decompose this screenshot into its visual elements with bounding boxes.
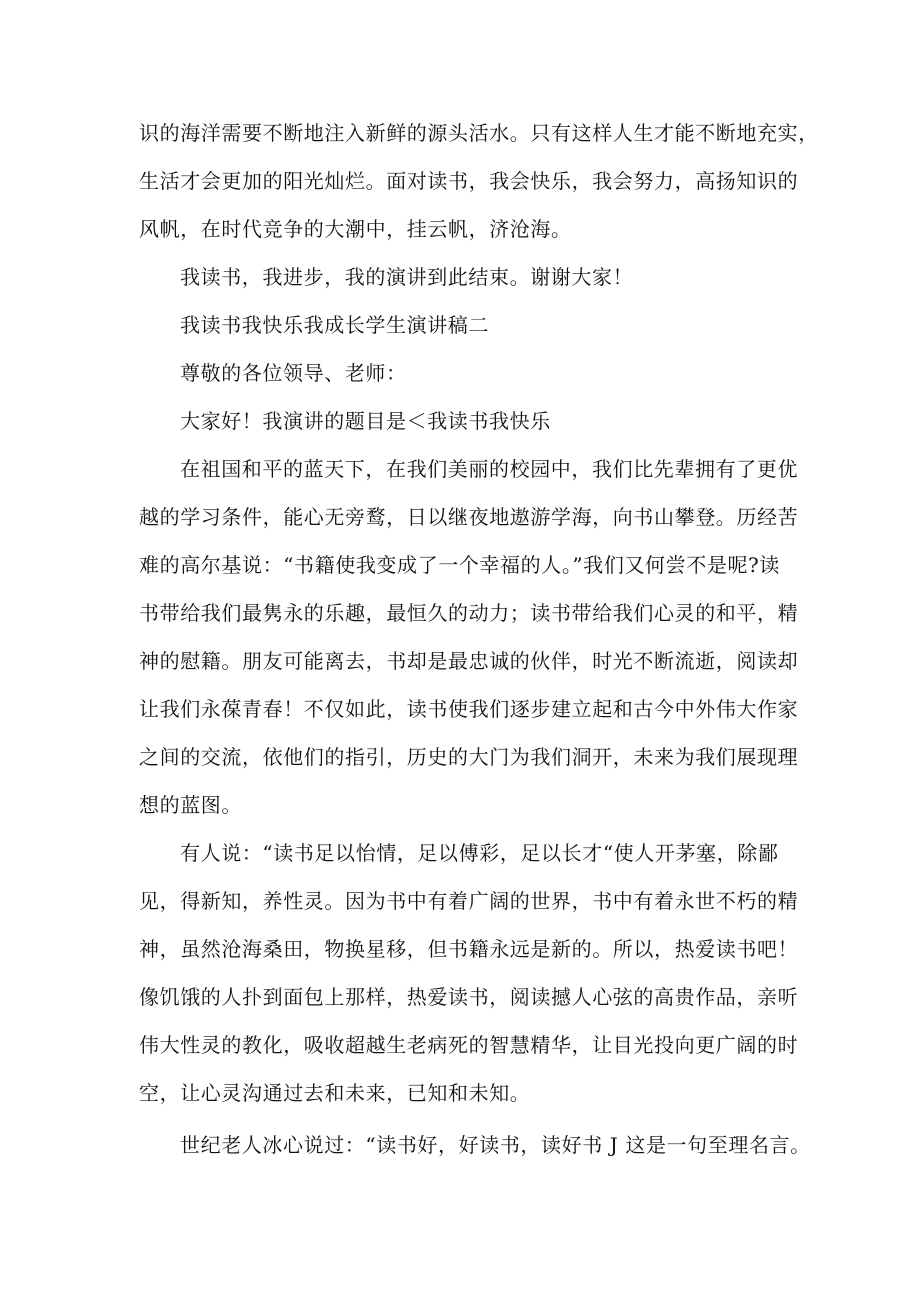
text-line: 有人说：“读书足以怡情，足以傅彩，足以长才“使人开茅塞，除鄙 — [180, 841, 779, 865]
text-line: 让我们永葆青春！不仅如此，读书使我们逐步建立起和古今中外伟大作家 — [139, 697, 799, 721]
text-line: 空，让心灵沟通过去和未来，已知和未知。 — [139, 1081, 531, 1105]
text-line: 生活才会更加的阳光灿烂。面对读书，我会快乐，我会努力，高扬知识的 — [139, 169, 799, 193]
text-line: 想的蓝图。 — [139, 793, 242, 817]
text-line: 神，虽然沧海桑田，物换星移，但书籍永远是新的。所以，热爱读书吧！ — [139, 937, 799, 961]
text-line: 像饥饿的人扑到面包上那样，热爱读书，阅读撼人心弦的高贵作品，亲听 — [139, 985, 799, 1009]
section-heading: 我读书我快乐我成长学生演讲稿二 — [180, 313, 489, 337]
text-line: 之间的交流，依他们的指引，历史的大门为我们洞开，未来为我们展现理 — [139, 745, 799, 769]
text-line: 神的慰籍。朋友可能离去，书却是最忠诚的伙伴，时光不断流逝，阅读却 — [139, 649, 799, 673]
text-line: 在祖国和平的蓝天下，在我们美丽的校园中，我们比先辈拥有了更优 — [180, 457, 798, 481]
text-line: 风帆，在时代竞争的大潮中，挂云帆，济沧海。 — [139, 217, 572, 241]
text-line: 越的学习条件，能心无旁鹜，日以继夜地遨游学海，向书山攀登。历经苦 — [139, 505, 799, 529]
speech-title-line: 大家好！我演讲的题目是＜我读书我快乐 — [180, 409, 551, 433]
text-line: 我读书，我进步，我的演讲到此结束。谢谢大家！ — [180, 265, 634, 289]
text-line: 识的海洋需要不断地注入新鲜的源头活水。只有这样人生才能不断地充实， — [139, 121, 819, 145]
text-line: 见，得新知，养性灵。因为书中有着广阔的世界，书中有着永世不朽的精 — [139, 889, 799, 913]
salutation: 尊敬的各位领导、老师： — [180, 361, 407, 385]
text-line: 书带给我们最隽永的乐趣，最恒久的动力；读书带给我们心灵的和平，精 — [139, 601, 799, 625]
text-line: 难的高尔基说：“书籍使我变成了一个幸福的人。”我们又何尝不是呢?读 — [139, 553, 780, 577]
text-line: 伟大性灵的教化，吸收超越生老病死的智慧精华，让目光投向更广阔的时 — [139, 1033, 799, 1057]
text-line: 世纪老人冰心说过：“读书好，好读书，读好书 J 这是一句至理名言。 — [180, 1133, 811, 1157]
